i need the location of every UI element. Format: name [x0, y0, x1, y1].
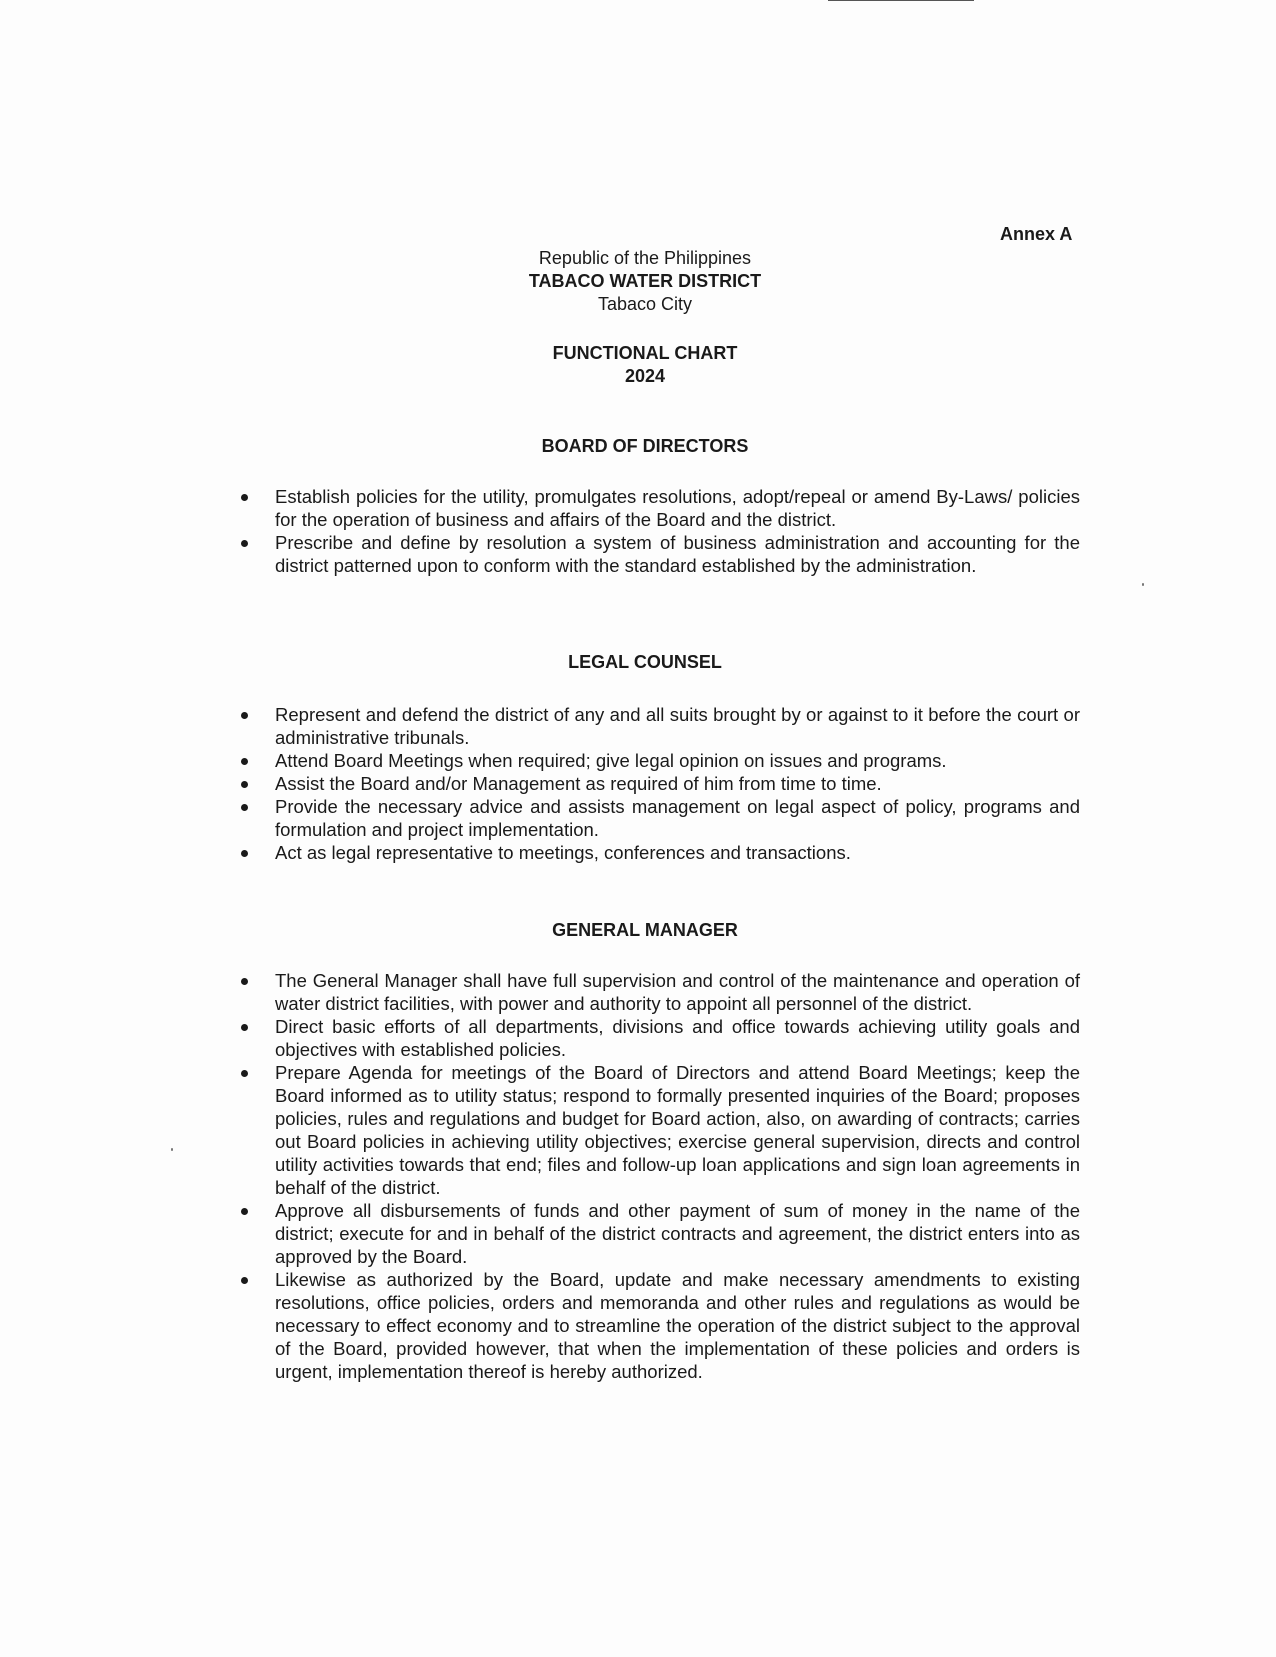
annex-label: Annex A	[1000, 224, 1073, 244]
gm-duties-list	[275, 969, 1080, 1383]
district-name: TABACO WATER DISTRICT	[528, 271, 762, 291]
list-item: Attend Board Meetings when required; give legal opinion on issues and programs.	[275, 749, 1080, 772]
chart-title: FUNCTIONAL CHART	[552, 343, 738, 363]
document-header	[0, 247, 1276, 316]
list-item: Represent and defend the district of any and all suits brought by or against to it before the court or administrative tribunals.	[275, 704, 1080, 748]
city-line: Tabaco City	[597, 294, 693, 314]
republic-line: Republic of the Philippines	[538, 248, 752, 268]
list-item: Assist the Board and/or Management as required of him from time to time.	[275, 772, 1080, 795]
document-title	[0, 342, 1276, 388]
chart-year: 2024	[624, 366, 666, 386]
list-item: Provide the necessary advice and assists management on legal aspect of policy, programs and formulation and project implementation.	[275, 796, 1080, 840]
list-item: The General Manager shall have full supervision and control of the maintenance and operation of water district facilities, with power and authority to appoint all personnel of the district.	[275, 970, 1080, 1014]
legal-duties-list	[275, 703, 1080, 864]
section-title-gm: GENERAL MANAGER	[552, 920, 738, 940]
board-duties-list	[275, 485, 1080, 577]
list-item: Approve all disbursements of funds and other payment of sum of money in the name of the district; execute for and in behalf of the district contracts and agreement, the district enters into as approved by the Board.	[275, 1200, 1080, 1267]
section-title-board: BOARD OF DIRECTORS	[541, 436, 749, 456]
list-item: Likewise as authorized by the Board, update and make necessary amendments to existing resolutions, office policies, orders and memoranda and other rules and regulations as would be necessary to effect economy and to streamline the operation of the district subject to the approval of the Board, provided however, that when the implementation of these policies and orders is urgent, implementation thereof is hereby authorized.	[275, 1269, 1080, 1382]
list-item: Act as legal representative to meetings, conferences and transactions.	[275, 841, 1080, 864]
section-title-legal: LEGAL COUNSEL	[568, 652, 722, 672]
list-item: Prepare Agenda for meetings of the Board of Directors and attend Board Meetings; keep the Board informed as to utility status; respond to formally presented inquiries of the Board; proposes policies, rules and regulations and budget for Board action, also, on awarding of contracts; carries out Board policies in achieving utility objectives; exercise general supervision, directs and control utility activities towards that end; files and follow-up loan applications and sign loan agreements in behalf of the district.	[275, 1062, 1080, 1198]
scan-edge-mark	[828, 0, 974, 1]
list-item: Direct basic efforts of all departments, divisions and office towards achieving utility goals and objectives with established policies.	[275, 1016, 1080, 1060]
list-item: Prescribe and define by resolution a system of business administration and accounting for the district patterned upon to conform with the standard established by the administration.	[275, 532, 1080, 576]
scan-speck	[1142, 583, 1144, 586]
list-item: Establish policies for the utility, promulgates resolutions, adopt/repeal or amend By-Laws/ policies for the operation of business and affairs of the Board and the district.	[275, 486, 1080, 530]
scan-speck	[171, 1148, 173, 1151]
